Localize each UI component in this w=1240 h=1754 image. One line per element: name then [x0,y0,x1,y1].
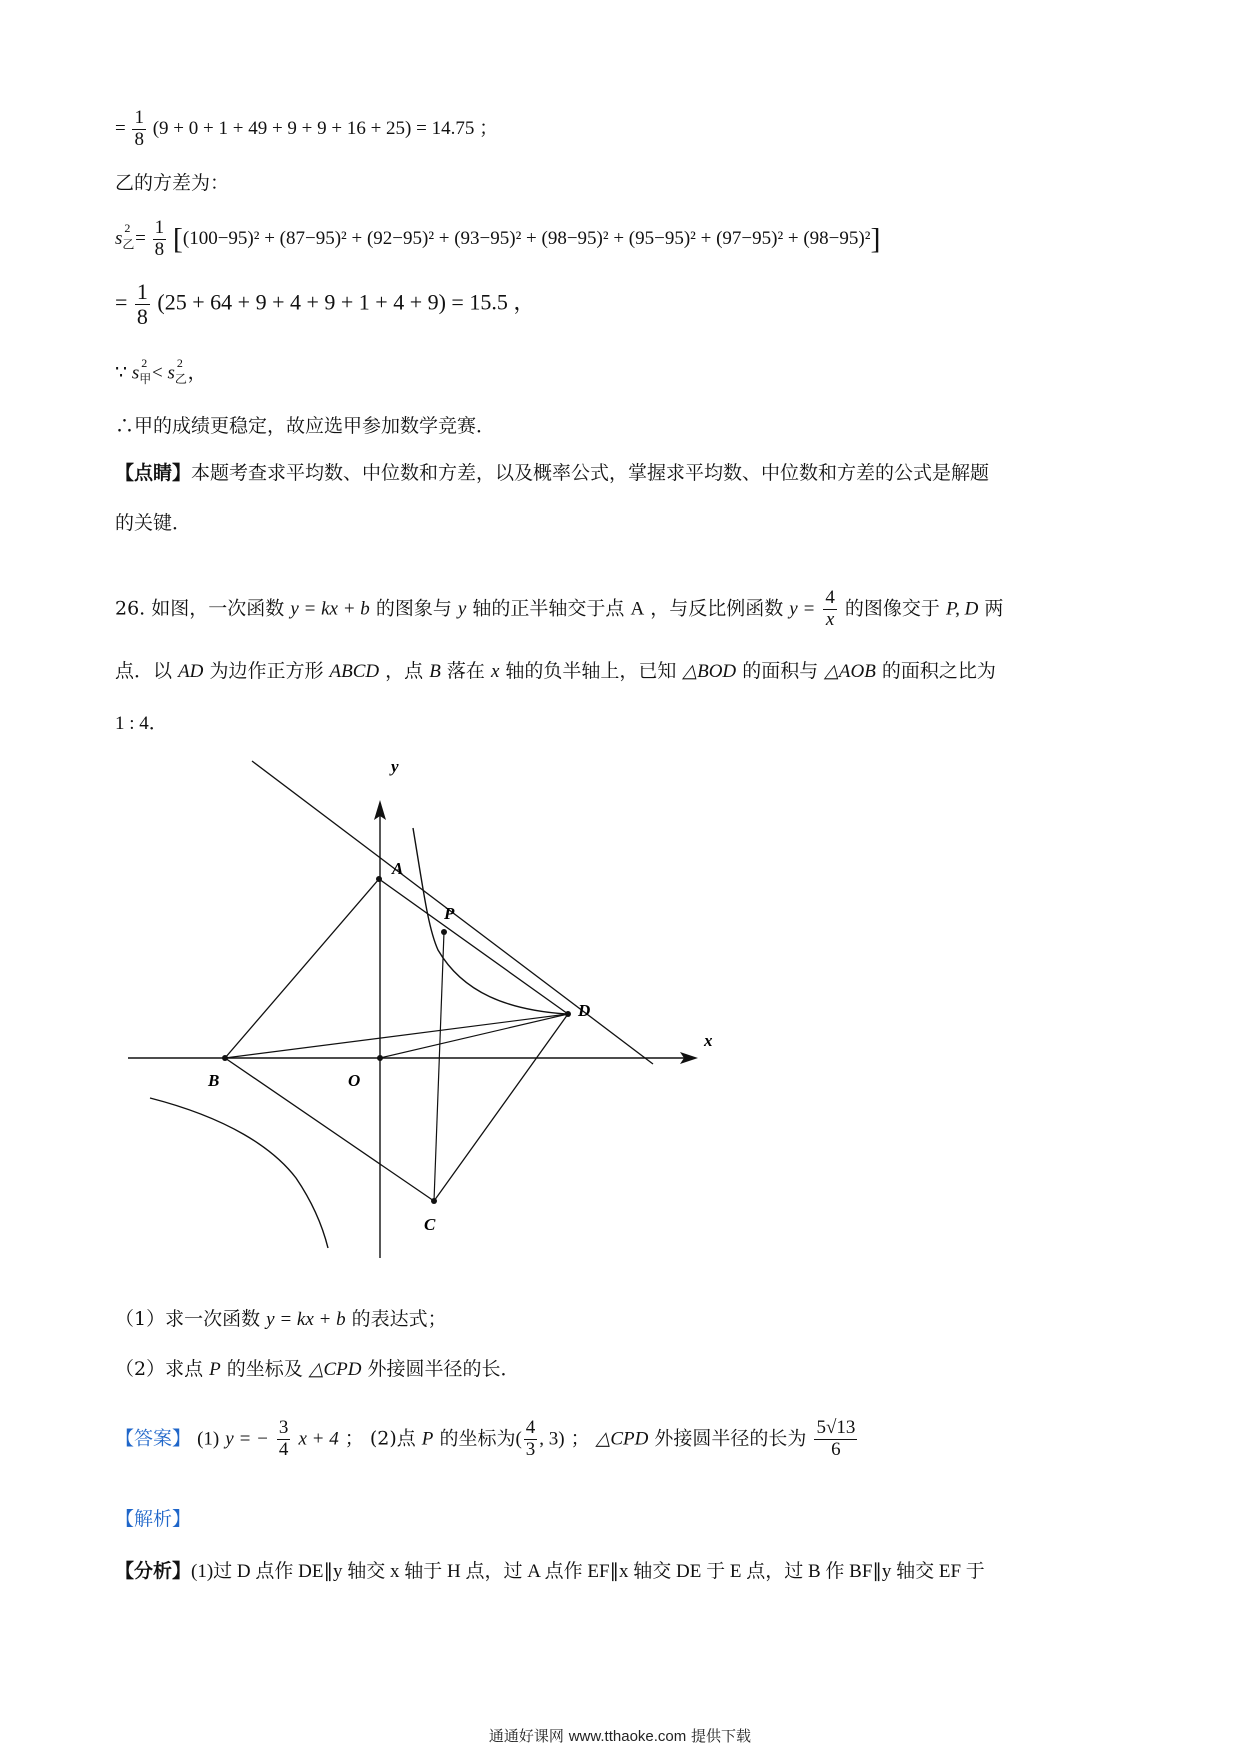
frac-den: x [825,608,835,630]
frac-num: 4 [525,1417,536,1438]
text: （2）求点 [115,1358,204,1380]
variance-terms: (9 + 0 + 1 + 49 + 9 + 9 + 16 + 25) = 14.75 [152,117,475,139]
square-ABCD [225,879,568,1201]
q26-line1 [115,588,1003,631]
label-x: x [704,1031,713,1050]
point-A [376,876,382,882]
frac-den: 8 [134,128,144,150]
sub-jia: 甲 [139,372,152,387]
text: 两 [984,597,1004,620]
frac-num: 1 [134,107,144,128]
sup-2: 2 [141,356,148,370]
yi-variance-label: 乙的方差为： [115,172,230,194]
square-ABCD: ABCD [329,661,380,682]
answer-tag: 【答案】 [115,1427,192,1450]
text: ，点 [385,660,424,682]
right-bracket: ] [870,222,881,256]
text: 为边作正方形 [209,660,324,682]
hyperbola-branch-q3 [150,1098,328,1248]
label-O: O [348,1071,361,1090]
text: 外接圆半径的长． [367,1358,520,1380]
punct: ， [513,289,536,315]
triangle-AOB: △AOB [824,661,876,682]
point-C [431,1198,437,1204]
coordinate-figure [108,748,728,1268]
punct: ， [187,362,207,384]
text: 的面积之比为 [881,660,996,682]
fenxi-text: (1)过 D 点作 DE∥y 轴交 x 轴于 H 点，过 A 点作 EF∥x 轴交 DE 于 E 点，过 B 作 BF∥y 轴交 EF 于 [191,1561,985,1582]
sup-2: 2 [124,221,131,236]
text: 的面积与 [742,660,819,682]
frac-den: 8 [154,238,165,260]
linear-function: y = kx + b [290,598,370,620]
left-bracket: [ [172,222,183,256]
s-symbol: s [131,362,140,384]
var-y: y [457,598,467,620]
answer-part-1: (1) [197,1428,220,1450]
frac-num: 5√13 [816,1417,856,1438]
point-P: P [421,1428,434,1450]
label-A: A [392,859,404,878]
frac-num: 1 [136,279,148,304]
paren-open: ( [515,1428,522,1450]
point-O [377,1055,383,1061]
frac-den: 3 [525,1438,536,1460]
fraction [135,280,150,329]
variance-yi-formula [115,218,880,261]
answer-rest: x + 4 [298,1428,339,1450]
equals-sign: = [115,289,128,315]
fraction [814,1418,857,1461]
footer-suffix: 提供下载 [691,1727,752,1745]
punct: ； [344,1427,364,1450]
fenxi-line [115,1560,985,1584]
because-symbol: ∵ [115,362,128,384]
fraction [153,218,167,261]
points-PD: P, D [945,598,979,620]
point-B [222,1055,228,1061]
text: 落在 [446,660,485,682]
s-symbol: s [115,227,123,249]
label-y: y [391,757,399,776]
variance-jia-result [115,108,498,151]
answer-part-2: (2)点 [369,1427,416,1450]
segment-OD [380,1014,568,1058]
frac-num: 4 [825,587,835,608]
sub-yi: 乙 [174,372,187,387]
footer-url[interactable]: www.tthaoke.com [568,1728,687,1745]
triangle-CPD: △CPD [595,1428,649,1450]
fraction [524,1418,538,1461]
therefore-line: ∴甲的成绩更稳定，故应选甲参加数学竞赛． [115,415,496,437]
answer-line [115,1418,859,1461]
label-P: P [444,904,455,923]
punct: ； [479,117,499,139]
linear-function: y = kx + b [266,1309,346,1330]
because-line [115,356,207,387]
point-A: A [630,598,645,620]
squared-terms: (100−95)² + (87−95)² + (92−95)² + (93−95)² + (98−95)² + (95−95)² + (97−95)² + (98−95)² [182,227,871,249]
sup-2: 2 [176,356,183,370]
hyperbola-branch-q1 [413,828,566,1014]
text: ，与反比例函数 [650,597,784,620]
fenxi-tag: 【分析】 [115,1560,192,1582]
text: 的坐标及 [226,1358,303,1380]
answer-lhs: y = − [225,1428,269,1450]
point-B: B [429,661,441,682]
segment-BD [225,1014,568,1058]
text: 的图象与 [375,597,452,620]
variance-terms: (25 + 64 + 9 + 4 + 9 + 1 + 4 + 9) = 15.5 [157,289,508,315]
text: 的图像交于 [844,597,940,620]
point-P: P [209,1359,221,1380]
label-B: B [208,1071,220,1090]
dianjing-text: 本题考查求平均数、中位数和方差，以及概率公式，掌握求平均数、中位数和方差的公式是解题 [191,462,990,484]
variance-yi-result [115,280,535,329]
inverse-lhs: y = [789,598,816,620]
segment-AD: AD [178,661,204,682]
triangle-CPD: △CPD [308,1359,362,1380]
text: （1）求一次函数 [115,1308,261,1330]
question-number: 26. [115,597,146,620]
fraction [277,1418,291,1461]
less-than: < [152,362,163,384]
frac-den: 4 [278,1438,289,1460]
footer-site: 通通好课网 [488,1727,564,1745]
triangle-BOD: △BOD [682,661,737,682]
s-symbol: s [167,362,175,384]
equals-sign: = [115,117,126,139]
q26-line3: 1 : 4． [115,713,168,734]
dianjing-tag: 【点睛】 [115,462,192,484]
text: 点．以 [115,660,173,682]
fraction [823,588,837,631]
dianjing-line-2: 的关键． [115,512,192,534]
q26-line2 [115,660,996,684]
page-footer [0,1725,1240,1746]
label-C: C [424,1215,436,1234]
text: 的表达式； [351,1308,447,1330]
punct: ； [570,1427,590,1450]
analysis-tag: 【解析】 [115,1508,192,1530]
text: 的坐标为 [439,1427,516,1450]
dianjing-line [115,462,989,486]
frac-num: 1 [154,217,165,238]
sub-question-2 [115,1358,520,1382]
text: 外接圆半径的长为 [654,1427,807,1450]
paren-close: , 3) [539,1428,565,1450]
segment-PC [434,932,444,1201]
text: 轴的正半轴交于点 [472,597,625,620]
frac-num: 3 [278,1417,289,1438]
equals-sign: = [135,227,146,249]
label-D: D [578,1001,591,1020]
text: 如图，一次函数 [151,597,285,620]
var-x: x [490,661,500,682]
sub-question-1 [115,1308,447,1332]
frac-den: 8 [136,304,148,330]
fraction [132,108,146,151]
point-P [441,929,447,935]
text: 轴的负半轴上，已知 [505,660,677,682]
frac-den: 6 [831,1438,841,1460]
point-D [565,1011,571,1017]
sub-yi: 乙 [122,237,135,252]
